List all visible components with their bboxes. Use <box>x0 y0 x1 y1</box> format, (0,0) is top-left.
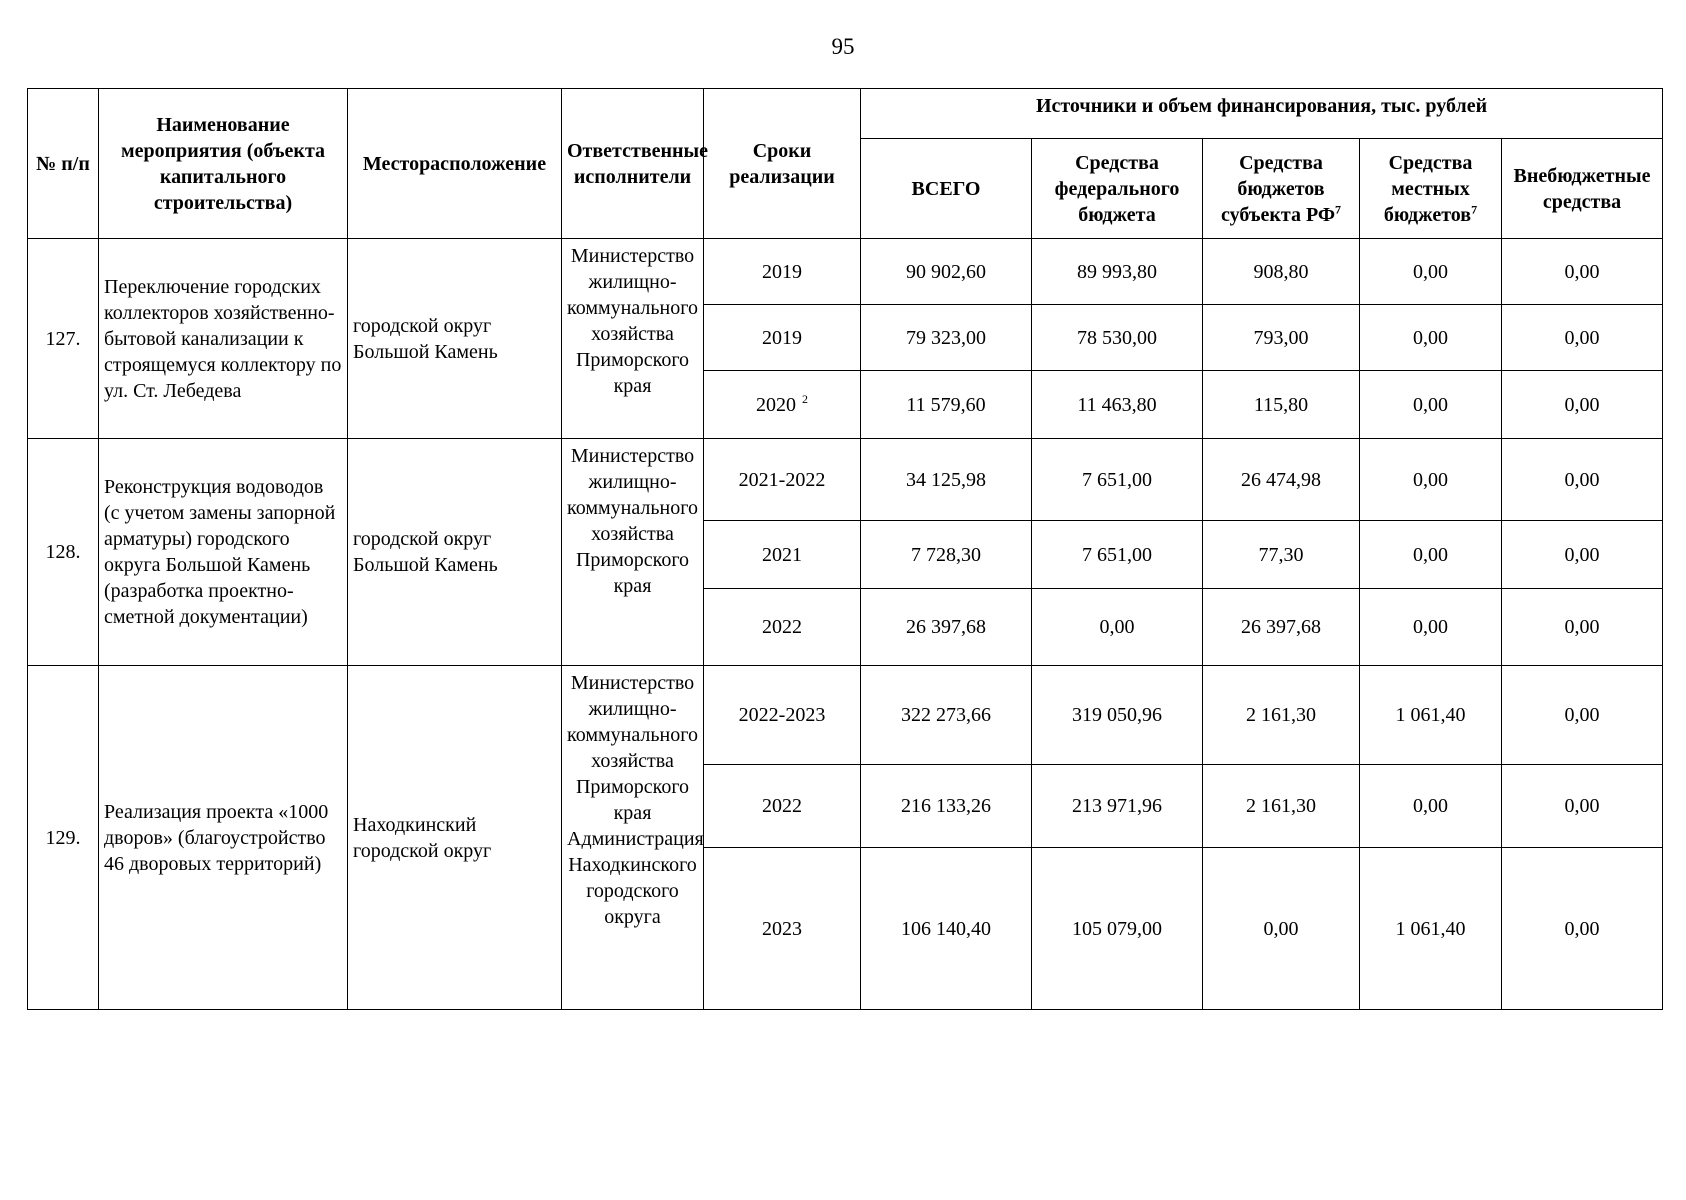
cell-subject: 0,00 <box>1203 848 1360 1010</box>
period-footnote: 2 <box>802 391 808 406</box>
cell-federal: 0,00 <box>1032 589 1203 666</box>
cell-total: 7 728,30 <box>861 521 1032 589</box>
page-number: 95 <box>831 34 855 59</box>
cell-total: 34 125,98 <box>861 439 1032 521</box>
cell-local: 0,00 <box>1360 765 1502 848</box>
cell-total: 216 133,26 <box>861 765 1032 848</box>
cell-total: 106 140,40 <box>861 848 1032 1010</box>
row-name: Реконструкция водоводов (с учетом замены запорной арматуры) городского округа Большой Камень (разработка проектно-сметной документации) <box>99 439 348 666</box>
cell-subject: 793,00 <box>1203 305 1360 371</box>
cell-subject: 26 474,98 <box>1203 439 1360 521</box>
cell-subject: 77,30 <box>1203 521 1360 589</box>
cell-federal: 78 530,00 <box>1032 305 1203 371</box>
cell-extra: 0,00 <box>1502 439 1663 521</box>
row-name: Переключение городских коллекторов хозяйственно-бытовой канализации к строящемуся коллектору по ул. Ст. Лебедева <box>99 239 348 439</box>
row-responsible: Министерство жилищно-коммунального хозяйства Приморского края <box>562 239 704 439</box>
cell-subject: 115,80 <box>1203 371 1360 439</box>
header-num: № п/п <box>28 89 99 239</box>
cell-federal: 7 651,00 <box>1032 439 1203 521</box>
header-local <box>1360 139 1502 239</box>
table-row <box>28 666 1663 765</box>
cell-local: 0,00 <box>1360 239 1502 305</box>
header-period: Сроки реализации <box>704 89 861 239</box>
row-responsible: Министерство жилищно-коммунального хозяйства Приморского края Администрация Находкинского городского округа <box>562 666 704 1010</box>
cell-extra: 0,00 <box>1502 765 1663 848</box>
cell-period: 2022-2023 <box>704 666 861 765</box>
row-location: городской округ Большой Камень <box>348 439 562 666</box>
cell-total: 26 397,68 <box>861 589 1032 666</box>
cell-period: 2019 <box>704 305 861 371</box>
cell-local: 0,00 <box>1360 589 1502 666</box>
cell-local: 0,00 <box>1360 521 1502 589</box>
row-location: Находкинский городской округ <box>348 666 562 1010</box>
row-responsible: Министерство жилищно-коммунального хозяйства Приморского края <box>562 439 704 666</box>
cell-federal: 7 651,00 <box>1032 521 1203 589</box>
cell-total: 11 579,60 <box>861 371 1032 439</box>
cell-local: 0,00 <box>1360 439 1502 521</box>
table-row <box>28 239 1663 305</box>
cell-local: 1 061,40 <box>1360 666 1502 765</box>
cell-extra: 0,00 <box>1502 305 1663 371</box>
cell-local: 0,00 <box>1360 371 1502 439</box>
cell-total: 79 323,00 <box>861 305 1032 371</box>
cell-extra: 0,00 <box>1502 589 1663 666</box>
header-local-footnote: 7 <box>1471 201 1478 216</box>
cell-subject: 2 161,30 <box>1203 666 1360 765</box>
cell-federal: 105 079,00 <box>1032 848 1203 1010</box>
cell-federal: 319 050,96 <box>1032 666 1203 765</box>
cell-local: 0,00 <box>1360 305 1502 371</box>
header-location: Месторасположение <box>348 89 562 239</box>
cell-period: 2023 <box>704 848 861 1010</box>
cell-period: 2021-2022 <box>704 439 861 521</box>
cell-total: 90 902,60 <box>861 239 1032 305</box>
cell-extra: 0,00 <box>1502 371 1663 439</box>
row-number: 127. <box>28 239 99 439</box>
cell-federal: 213 971,96 <box>1032 765 1203 848</box>
header-funding-group: Источники и объем финансирования, тыс. рублей <box>861 89 1663 139</box>
header-federal: Средства федерального бюджета <box>1032 139 1203 239</box>
cell-period <box>704 371 861 439</box>
cell-federal: 11 463,80 <box>1032 371 1203 439</box>
cell-period: 2021 <box>704 521 861 589</box>
header-total: ВСЕГО <box>861 139 1032 239</box>
cell-period-label: 2020 <box>756 393 796 416</box>
cell-period: 2022 <box>704 589 861 666</box>
cell-extra: 0,00 <box>1502 239 1663 305</box>
cell-local: 1 061,40 <box>1360 848 1502 1010</box>
table-row <box>28 439 1663 521</box>
cell-subject: 2 161,30 <box>1203 765 1360 848</box>
header-subject <box>1203 139 1360 239</box>
cell-total: 322 273,66 <box>861 666 1032 765</box>
row-number: 128. <box>28 439 99 666</box>
cell-extra: 0,00 <box>1502 848 1663 1010</box>
cell-subject: 26 397,68 <box>1203 589 1360 666</box>
header-subject-footnote: 7 <box>1335 201 1342 216</box>
row-location: городской округ Большой Камень <box>348 239 562 439</box>
cell-extra: 0,00 <box>1502 521 1663 589</box>
row-name: Реализация проекта «1000 дворов» (благоустройство 46 дворовых территорий) <box>99 666 348 1010</box>
cell-extra: 0,00 <box>1502 666 1663 765</box>
funding-table <box>27 88 1663 1010</box>
header-local-label: Средства местных бюджетов <box>1383 151 1473 226</box>
header-responsible: Ответственные исполнители <box>562 89 704 239</box>
cell-federal: 89 993,80 <box>1032 239 1203 305</box>
cell-period: 2019 <box>704 239 861 305</box>
header-extra: Внебюджетные средства <box>1502 139 1663 239</box>
cell-subject: 908,80 <box>1203 239 1360 305</box>
cell-period: 2022 <box>704 765 861 848</box>
row-number: 129. <box>28 666 99 1010</box>
header-subject-label: Средства бюджетов субъекта РФ <box>1220 151 1336 226</box>
header-name: Наименование мероприятия (объекта капитального строительства) <box>99 89 348 239</box>
